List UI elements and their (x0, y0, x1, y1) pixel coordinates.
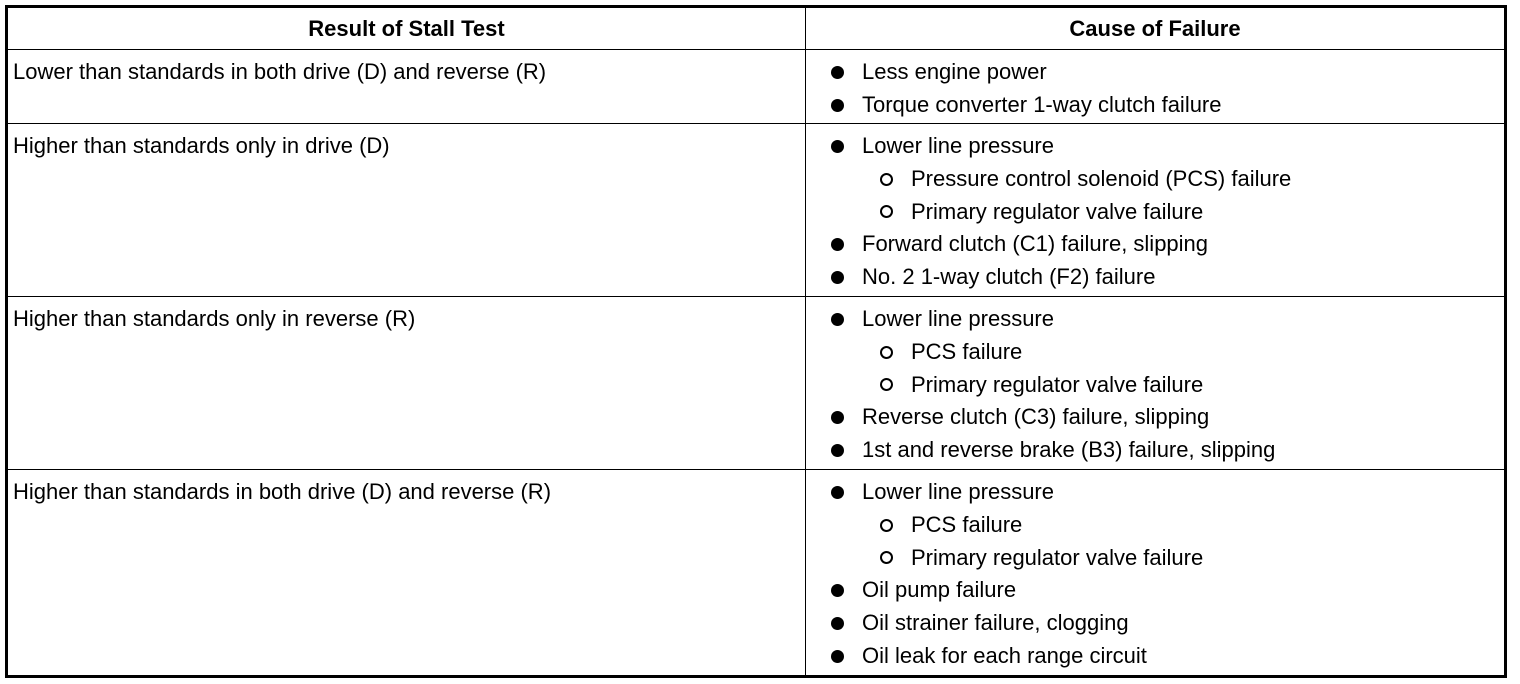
hollow-bullet-icon (880, 378, 893, 391)
cause-text: Forward clutch (C1) failure, slipping (862, 231, 1209, 257)
cause-item (806, 228, 1504, 261)
header-result: Result of Stall Test (7, 7, 806, 50)
cause-item (806, 303, 1504, 336)
cause-text: Oil leak for each range circuit (862, 642, 1147, 668)
filled-bullet-icon (831, 444, 844, 457)
filled-bullet-icon (831, 650, 844, 663)
result-cell (7, 470, 806, 677)
cause-text: PCS failure (911, 338, 1023, 364)
cause-item (806, 434, 1504, 467)
hollow-bullet-icon (880, 173, 893, 186)
cause-list (806, 297, 1504, 467)
cause-item (806, 640, 1504, 673)
filled-bullet-icon (831, 584, 844, 597)
table-row (7, 470, 1506, 677)
cause-cell (806, 124, 1506, 297)
filled-bullet-icon (831, 271, 844, 284)
result-text: Higher than standards in both drive (D) and reverse (R) (13, 479, 552, 504)
result-text: Higher than standards only in drive (D) (13, 133, 390, 158)
cause-cell (806, 470, 1506, 677)
hollow-bullet-icon (880, 519, 893, 532)
sub-cause-item (806, 369, 1504, 402)
result-cell (7, 297, 806, 470)
cause-cell (806, 297, 1506, 470)
table-row (7, 124, 1506, 297)
result-cell (7, 124, 806, 297)
sub-cause-item (806, 163, 1504, 196)
cause-text: 1st and reverse brake (B3) failure, slipping (862, 437, 1276, 463)
cause-text: PCS failure (911, 511, 1023, 537)
cause-list (806, 470, 1504, 673)
cause-text: Lower line pressure (862, 306, 1054, 331)
filled-bullet-icon (831, 66, 844, 79)
cause-text: Primary regulator valve failure (911, 371, 1204, 397)
cause-list (806, 124, 1504, 294)
cause-item (806, 476, 1504, 509)
stall-test-table (5, 5, 1507, 678)
cause-text: Torque converter 1-way clutch failure (862, 91, 1222, 117)
sub-cause-item (806, 336, 1504, 369)
hollow-bullet-icon (880, 346, 893, 359)
cause-text: No. 2 1-way clutch (F2) failure (862, 264, 1156, 290)
cause-item (806, 401, 1504, 434)
cause-text: Reverse clutch (C3) failure, slipping (862, 404, 1210, 430)
sub-cause-item (806, 509, 1504, 542)
filled-bullet-icon (831, 99, 844, 112)
cause-cell (806, 50, 1506, 124)
cause-text: Primary regulator valve failure (911, 198, 1204, 224)
header-row (7, 7, 1506, 50)
result-cell (7, 50, 806, 124)
cause-text: Pressure control solenoid (PCS) failure (911, 165, 1292, 191)
result-text: Lower than standards in both drive (D) and reverse (R) (13, 59, 547, 84)
hollow-bullet-icon (880, 551, 893, 564)
cause-text: Less engine power (862, 59, 1047, 84)
cause-text: Lower line pressure (862, 479, 1054, 504)
header-cause: Cause of Failure (806, 7, 1506, 50)
result-text: Higher than standards only in reverse (R) (13, 306, 416, 331)
cause-text: Lower line pressure (862, 133, 1054, 158)
cause-text: Oil pump failure (862, 577, 1017, 603)
cause-item (806, 130, 1504, 163)
table-row (7, 50, 1506, 124)
filled-bullet-icon (831, 140, 844, 153)
cause-text: Primary regulator valve failure (911, 544, 1204, 570)
filled-bullet-icon (831, 617, 844, 630)
cause-item (806, 574, 1504, 607)
cause-item (806, 607, 1504, 640)
cause-item (806, 261, 1504, 294)
cause-text: Oil strainer failure, clogging (862, 610, 1129, 636)
filled-bullet-icon (831, 486, 844, 499)
cause-item (806, 56, 1504, 89)
table-row (7, 297, 1506, 470)
cause-item (806, 89, 1504, 122)
cause-list (806, 50, 1504, 122)
filled-bullet-icon (831, 313, 844, 326)
filled-bullet-icon (831, 238, 844, 251)
hollow-bullet-icon (880, 205, 893, 218)
sub-cause-item (806, 542, 1504, 575)
sub-cause-item (806, 196, 1504, 229)
filled-bullet-icon (831, 411, 844, 424)
